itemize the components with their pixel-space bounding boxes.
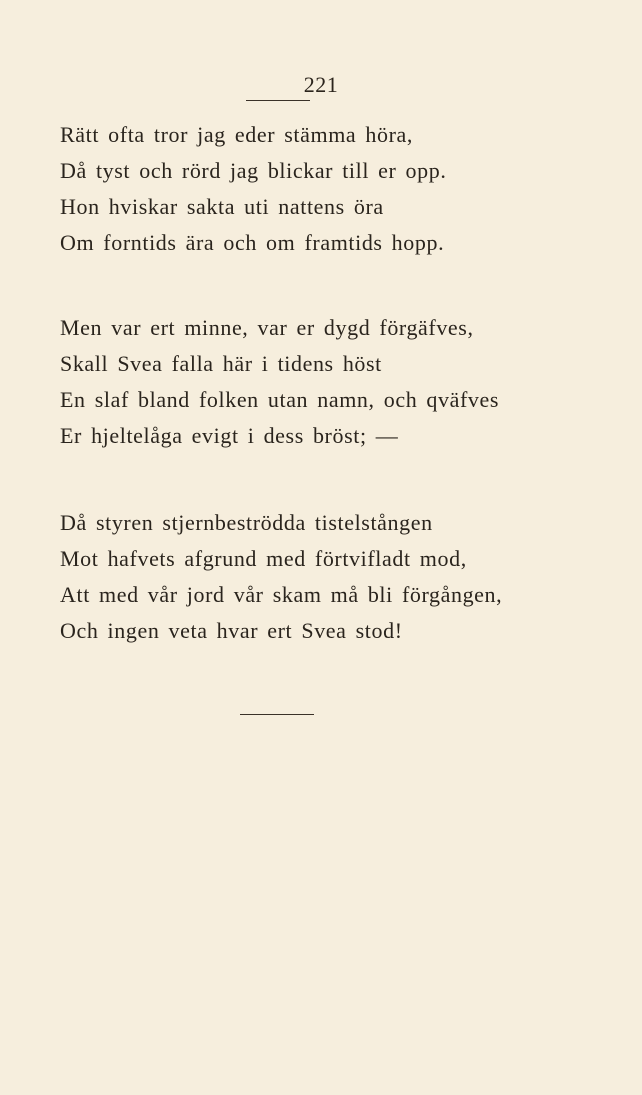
verse-line: Mot hafvets afgrund med förtvifladt mod,: [60, 546, 467, 571]
verse-line: Rätt ofta tror jag eder stämma höra,: [60, 122, 413, 147]
verse-line: Och ingen veta hvar ert Svea stod!: [60, 618, 403, 643]
verse-line: Att med vår jord vår skam må bli förgången,: [60, 582, 503, 607]
verse-line: En slaf bland folken utan namn, och qväfves: [60, 387, 500, 412]
page-number: 221: [303, 72, 339, 97]
stanza-3: [60, 505, 620, 649]
end-rule: [240, 714, 314, 715]
verse-line: Er hjeltelåga evigt i dess bröst; —: [60, 423, 399, 448]
page-number-underline: [246, 100, 310, 101]
verse-line: Då styren stjernbeströdda tistelstången: [60, 510, 433, 535]
verse-line: Skall Svea falla här i tidens höst: [60, 351, 382, 376]
stanza-2: [60, 310, 620, 454]
verse-line: Om forntids ära och om framtids hopp.: [60, 230, 445, 255]
verse-line: Men var ert minne, var er dygd förgäfves,: [60, 315, 474, 340]
stanza-1: [60, 117, 620, 261]
verse-line: Då tyst och rörd jag blickar till er opp.: [60, 158, 447, 183]
verse-line: Hon hviskar sakta uti nattens öra: [60, 194, 384, 219]
